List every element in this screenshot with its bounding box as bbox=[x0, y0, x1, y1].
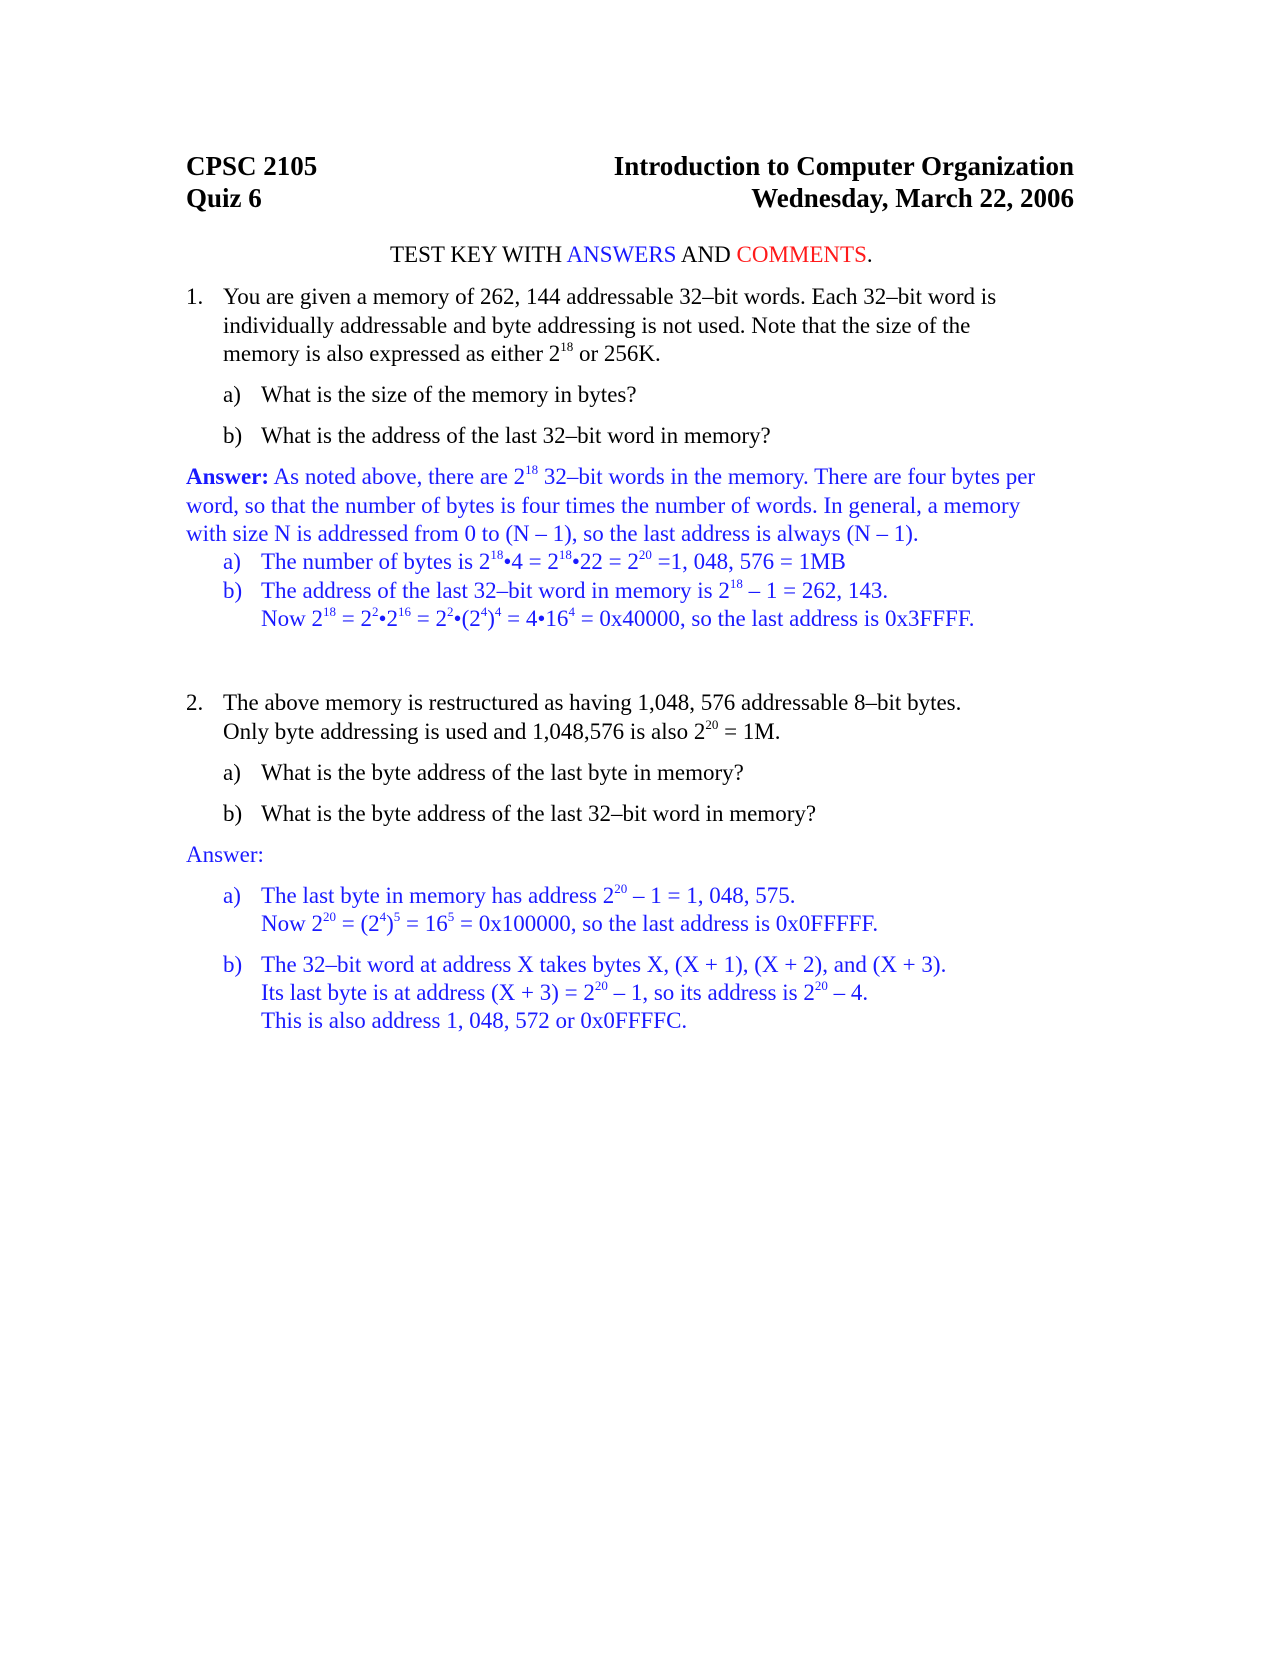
a1c-s7: 4 bbox=[568, 604, 575, 619]
a2a2-s4: 5 bbox=[447, 909, 455, 924]
answer-1b-label: b) bbox=[223, 578, 243, 603]
q2-l2-exponent: 20 bbox=[705, 717, 719, 732]
answer-1a-text bbox=[261, 548, 846, 576]
course-title: Introduction to Computer Organization bbox=[613, 151, 1074, 181]
a2b2-t1: Its last byte is at address (X + 3) = 2 bbox=[261, 980, 595, 1005]
a2b2-s2: 20 bbox=[814, 978, 828, 993]
q1-l3-text-b: or 256K. bbox=[573, 341, 661, 366]
a2a2-s3: 5 bbox=[393, 909, 401, 924]
a1c-s2: 2 bbox=[371, 604, 379, 619]
question-2b-text: What is the byte address of the last 32–bit word in memory? bbox=[261, 801, 817, 826]
answer-2b-line-2 bbox=[261, 979, 868, 1007]
a1-l1-exponent: 18 bbox=[525, 462, 539, 477]
a1-l1-text-a: As noted above, there are 2 bbox=[269, 464, 526, 489]
answer-1b-text bbox=[261, 577, 888, 605]
answer-2a-line-1 bbox=[261, 882, 795, 910]
question-2-line-1: The above memory is restructured as having 1,048, 576 addressable 8–bit bytes. bbox=[223, 690, 962, 715]
test-key-line bbox=[390, 241, 873, 269]
a1c-t7: = 4•16 bbox=[501, 606, 569, 631]
answer-2b-line-3: This is also address 1, 048, 572 or 0x0FFFFC. bbox=[261, 1008, 688, 1033]
question-1b-text: What is the address of the last 32–bit word in memory? bbox=[261, 423, 771, 448]
a1c-t6: ) bbox=[487, 606, 495, 631]
a1b-t1: The address of the last 32–bit word in memory is 2 bbox=[261, 578, 730, 603]
question-2b-label: b) bbox=[223, 801, 243, 826]
a2a2-t5: = 0x100000, so the last address is 0x0FFFFF. bbox=[454, 911, 879, 936]
a1a-t1: The number of bytes is 2 bbox=[261, 549, 491, 574]
a1b-s1: 18 bbox=[729, 576, 743, 591]
a1c-s3: 16 bbox=[398, 604, 412, 619]
a1b-t2: – 1 = 262, 143. bbox=[742, 578, 889, 603]
answer-1-label: Answer: bbox=[186, 464, 270, 489]
a2a2-t2: = (2 bbox=[335, 911, 380, 936]
a2b2-t3: – 4. bbox=[827, 980, 869, 1005]
answer-2a-label: a) bbox=[223, 883, 241, 908]
a1c-t3: •2 bbox=[378, 606, 399, 631]
a1-l1-text-b: 32–bit words in the memory. There are four bytes per bbox=[538, 464, 1036, 489]
comments-word: COMMENTS bbox=[736, 242, 867, 267]
question-1-line-2: individually addressable and byte addressing is not used. Note that the size of the bbox=[223, 313, 971, 338]
question-2a-text: What is the byte address of the last byte in memory? bbox=[261, 760, 744, 785]
answer-2-label: Answer: bbox=[186, 842, 264, 867]
answers-word: ANSWERS bbox=[566, 242, 677, 267]
answer-2b-line-1: The 32–bit word at address X takes bytes X, (X + 1), (X + 2), and (X + 3). bbox=[261, 952, 947, 977]
test-key-period: . bbox=[866, 242, 873, 267]
question-2-number: 2. bbox=[186, 690, 204, 715]
question-1a-label: a) bbox=[223, 382, 241, 407]
a2a1-s1: 20 bbox=[614, 881, 628, 896]
a1c-t5: •(2 bbox=[453, 606, 481, 631]
course-code: CPSC 2105 bbox=[186, 151, 318, 181]
question-1b-label: b) bbox=[223, 423, 243, 448]
a1c-t1: Now 2 bbox=[261, 606, 323, 631]
question-1-number: 1. bbox=[186, 284, 204, 309]
question-2a-label: a) bbox=[223, 760, 241, 785]
a1c-s4: 2 bbox=[447, 604, 454, 619]
test-key-and: AND bbox=[676, 242, 737, 267]
a2a2-t1: Now 2 bbox=[261, 911, 323, 936]
a2a1-t2: – 1 = 1, 048, 575. bbox=[627, 883, 796, 908]
answer-2b-label: b) bbox=[223, 952, 243, 977]
a1c-t8: = 0x40000, so the last address is 0x3FFFF. bbox=[574, 606, 975, 631]
a2a2-t4: = 16 bbox=[400, 911, 448, 936]
quiz-number: Quiz 6 bbox=[186, 183, 262, 213]
q1-l3-text-a: memory is also expressed as either 2 bbox=[223, 341, 561, 366]
question-2-line-2 bbox=[223, 718, 781, 746]
a1a-s2: 18 bbox=[558, 547, 572, 562]
test-key-prefix: TEST KEY WITH bbox=[390, 242, 567, 267]
answer-1b-continuation bbox=[261, 605, 975, 633]
a1a-t3: •22 = 2 bbox=[571, 549, 639, 574]
a1c-s1: 18 bbox=[322, 604, 336, 619]
a1a-s1: 18 bbox=[490, 547, 504, 562]
a2b2-s1: 20 bbox=[594, 978, 608, 993]
answer-1-line-1 bbox=[186, 463, 1035, 491]
a2a2-s1: 20 bbox=[322, 909, 336, 924]
a1c-t2: = 2 bbox=[335, 606, 372, 631]
answer-1-line-3: with size N is addressed from 0 to (N – 1), so the last address is always (N – 1). bbox=[186, 521, 919, 546]
a1c-s6: 4 bbox=[494, 604, 502, 619]
a1a-t4: =1, 048, 576 = 1MB bbox=[651, 549, 846, 574]
q2-l2-text-b: = 1M. bbox=[718, 719, 781, 744]
q1-l3-exponent: 18 bbox=[560, 339, 574, 354]
answer-1a-label: a) bbox=[223, 549, 241, 574]
a1a-t2: •4 = 2 bbox=[503, 549, 559, 574]
a1a-s3: 20 bbox=[638, 547, 652, 562]
a2a2-t3: ) bbox=[386, 911, 394, 936]
a2a1-t1: The last byte in memory has address 2 bbox=[261, 883, 615, 908]
a2b2-t2: – 1, so its address is 2 bbox=[607, 980, 815, 1005]
a2a2-s2: 4 bbox=[379, 909, 387, 924]
a1c-s5: 4 bbox=[480, 604, 488, 619]
a1c-t4: = 2 bbox=[411, 606, 448, 631]
q2-l2-text-a: Only byte addressing is used and 1,048,576 is also 2 bbox=[223, 719, 706, 744]
question-1-line-1: You are given a memory of 262, 144 addressable 32–bit words. Each 32–bit word is bbox=[223, 284, 997, 309]
answer-1-line-2: word, so that the number of bytes is four times the number of words. In general, a memory bbox=[186, 493, 1021, 518]
question-1-line-3 bbox=[223, 340, 661, 368]
question-1a-text: What is the size of the memory in bytes? bbox=[261, 382, 637, 407]
quiz-date: Wednesday, March 22, 2006 bbox=[751, 183, 1074, 213]
answer-2a-line-2 bbox=[261, 910, 878, 938]
